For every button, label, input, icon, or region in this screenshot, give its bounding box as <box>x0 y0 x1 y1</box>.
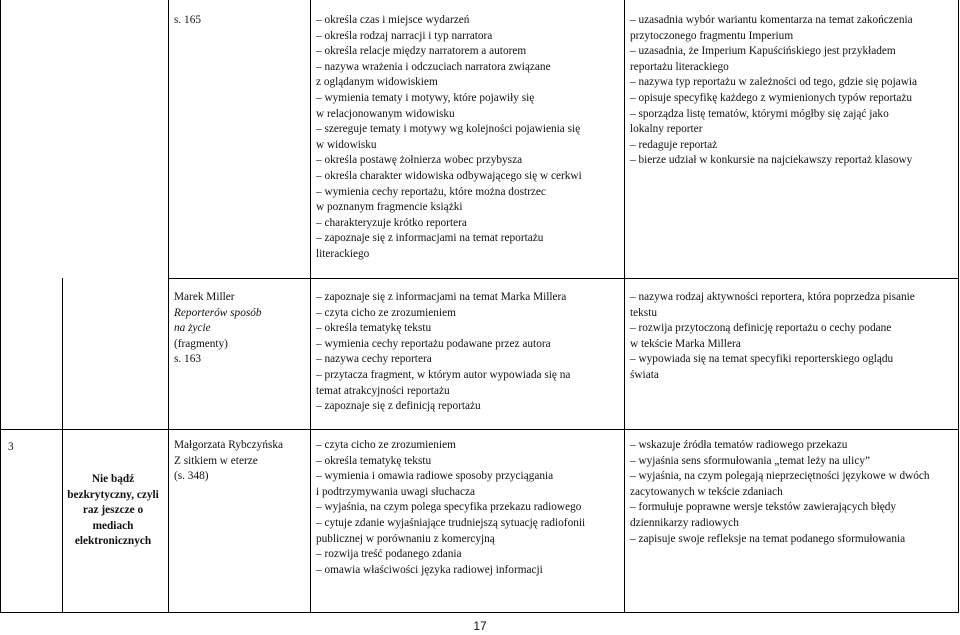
list-item: – określa czas i miejsce wydarzeń <box>316 14 470 26</box>
list-item-continuation: temat atrakcyjności reportażu <box>316 384 450 397</box>
list-item: – uzasadnia wybór wariantu komentarza na temat zakończenia <box>630 14 913 26</box>
list-item: – nazywa typ reportażu w zależności od tego, gdzie się pojawia <box>630 76 918 89</box>
list-item: – rozwija treść podanego zdania <box>316 548 462 561</box>
list-item: – bierze udział w konkursie na najciekawszy reportaż klasowy <box>630 154 913 167</box>
list-item-continuation: przytoczonego fragmentu Imperium <box>630 29 794 42</box>
list-item: – określa tematykę tekstu <box>316 322 432 335</box>
source-title: Z sitkiem w eterze <box>174 454 258 467</box>
list-item-continuation: reportażu literackiego <box>630 60 729 73</box>
list-item: – nazywa rodzaj aktywności reportera, która poprzedza pisanie <box>630 291 915 303</box>
list-item: – redaguje reportaż <box>630 138 718 151</box>
list-item-continuation: w widowisku <box>316 138 377 151</box>
table-border-left <box>0 0 1 612</box>
column-divider-3 <box>310 0 311 612</box>
list-item: – zapoznaje się z definicją reportażu <box>316 400 481 413</box>
list-item: – uzasadnia, że Imperium Kapuścińskiego jest przykładem <box>630 45 896 58</box>
list-item: – określa charakter widowiska odbywającego się w cerkwi <box>316 169 582 182</box>
lesson-topic: Nie bądź bezkrytyczny, czyli raz jeszcze o mediach elektronicznych <box>67 473 159 548</box>
column-divider-2 <box>168 0 169 612</box>
list-item: – szereguje tematy i motywy wg kolejności pojawienia się <box>316 123 581 136</box>
lesson-number: 3 <box>8 441 14 453</box>
row-divider-1 <box>168 278 959 279</box>
list-item: – charakteryzuje krótko reportera <box>316 216 467 229</box>
list-item: – wymienia cechy reportażu podawane przez autora <box>316 337 551 350</box>
source-line: s. 165 <box>174 14 201 26</box>
list-item-continuation: publicznej w porównaniu z komercyjną <box>316 532 495 545</box>
list-item: – czyta cicho ze zrozumieniem <box>316 439 456 451</box>
list-item-continuation: zacytowanych w tekście zdaniach <box>630 485 783 498</box>
list-item: – wyjaśnia, na czym polegają nieprzeciętności językowe w dwóch <box>630 470 930 483</box>
table-border-right <box>958 0 959 612</box>
list-item: – zapoznaje się z informacjami na temat reportażu <box>316 232 544 245</box>
list-item: – określa tematykę tekstu <box>316 454 432 467</box>
list-item-continuation: w tekście Marka Millera <box>630 337 741 350</box>
list-item: – nazywa wrażenia i odczuciach narratora związane <box>316 60 551 73</box>
list-item: – wymienia tematy i motywy, które pojawiły się <box>316 91 535 104</box>
source-title: na życie <box>174 322 211 335</box>
list-item: – wymienia i omawia radiowe sposoby przyciągania <box>316 470 554 483</box>
source-author: Małgorzata Rybczyńska <box>174 439 284 451</box>
row3-source <box>174 438 283 485</box>
list-item-continuation: w poznanym fragmencie książki <box>316 201 463 214</box>
list-item: – nazywa cechy reportera <box>316 353 432 366</box>
list-item: – wyjaśnia, na czym polega specyfika przekazu radiowego <box>316 501 582 514</box>
list-item-continuation: w relacjonowanym widowisku <box>316 107 455 120</box>
list-item-continuation: dziennikarzy radiowych <box>630 516 739 529</box>
list-item-continuation: tekstu <box>630 306 657 319</box>
row1-basic-skills <box>316 13 582 263</box>
row2-extended-skills <box>630 290 915 384</box>
list-item: – sporządza listę tematów, którymi mógłby się zająć jako <box>630 107 889 120</box>
column-divider-1 <box>62 278 63 612</box>
row1-extended-skills <box>630 13 917 169</box>
list-item: – zapisuje swoje refleksje na temat podanego sformułowania <box>630 532 906 545</box>
list-item-continuation: i podtrzymywania uwagi słuchacza <box>316 485 476 498</box>
list-item: – przytacza fragment, w którym autor wypowiada się na <box>316 368 571 381</box>
list-item: – określa rodzaj narracji i typ narratora <box>316 29 493 42</box>
list-item-continuation: literackiego <box>316 247 370 260</box>
row-divider-2 <box>0 429 959 430</box>
list-item: – określa postawę żołnierza wobec przybysza <box>316 154 523 167</box>
source-page: (s. 348) <box>174 470 209 483</box>
page-number: 17 <box>473 619 487 633</box>
source-page: s. 163 <box>174 353 201 366</box>
list-item: – rozwija przytoczoną definicję reportażu o cechy podane <box>630 322 892 335</box>
row3-basic-skills <box>316 438 585 578</box>
list-item: – opisuje specyfikę każdego z wymienionych typów reportażu <box>630 91 913 104</box>
column-divider-4 <box>624 0 625 612</box>
list-item: – omawia właściwości języka radiowej informacji <box>316 563 543 576</box>
list-item-continuation: z oglądanym widowiskiem <box>316 76 438 89</box>
list-item: – wskazuje źródła tematów radiowego przekazu <box>630 439 848 451</box>
list-item: – czyta cicho ze zrozumieniem <box>316 306 456 319</box>
list-item: – określa relacje między narratorem a autorem <box>316 45 527 58</box>
source-author: Marek Miller <box>174 291 235 303</box>
list-item: – formułuje poprawne wersje tekstów zawierających błędy <box>630 501 897 514</box>
source-title: Reporterów sposób <box>174 306 262 319</box>
source-note: (fragmenty) <box>174 337 228 350</box>
list-item: – zapoznaje się z informacjami na temat Marka Millera <box>316 291 567 303</box>
row1-source <box>174 13 201 29</box>
row2-source <box>174 290 262 368</box>
list-item-continuation: lokalny reporter <box>630 123 703 136</box>
list-item: – wypowiada się na temat specyfiki reporterskiego oglądu <box>630 353 894 366</box>
list-item: – wyjaśnia sens sformułowania „temat leży na ulicy” <box>630 454 870 467</box>
row3-extended-skills <box>630 438 930 547</box>
list-item: – cytuje zdanie wyjaśniające trudniejszą sytuację radiofonii <box>316 516 586 529</box>
list-item: – wymienia cechy reportażu, które można dostrzec <box>316 185 546 198</box>
list-item-continuation: świata <box>630 368 659 381</box>
row2-basic-skills <box>316 290 570 415</box>
table-border-bottom <box>0 612 959 613</box>
